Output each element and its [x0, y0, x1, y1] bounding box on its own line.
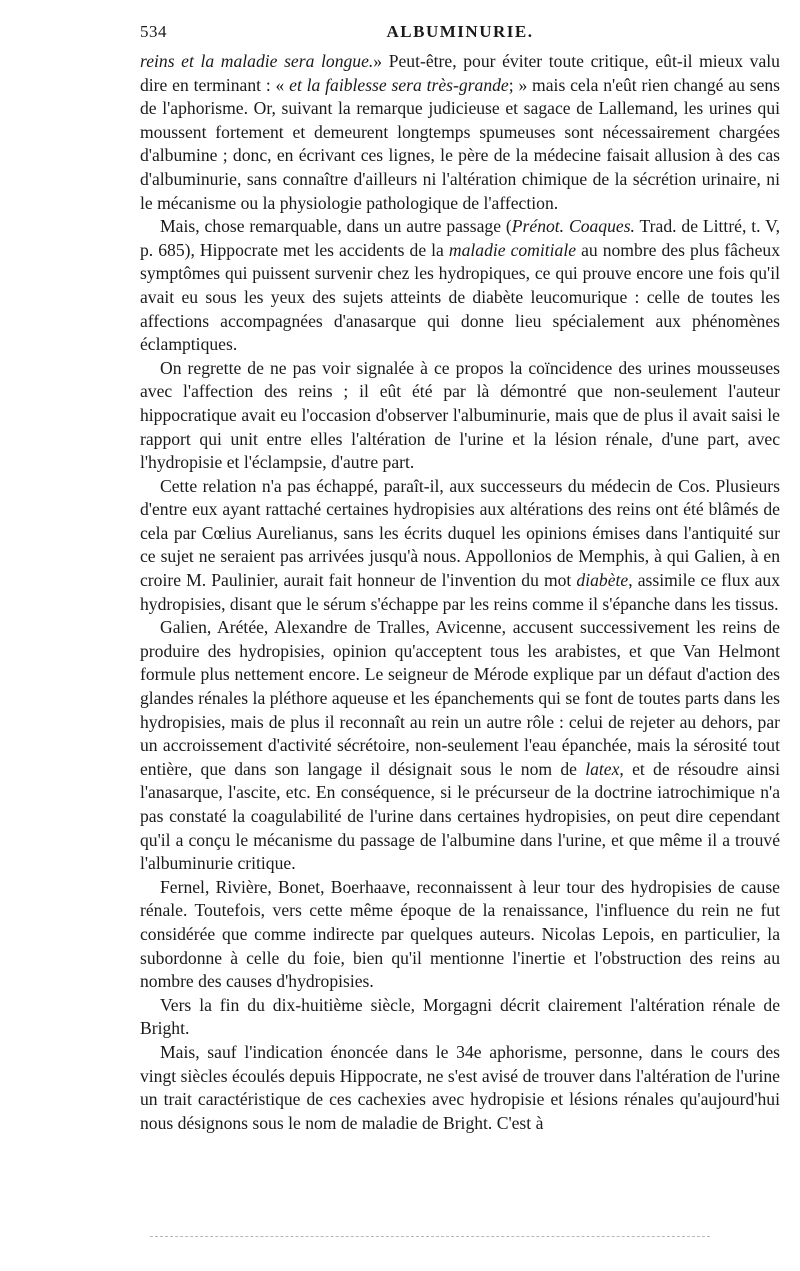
text-run: Galien, Arétée, Alexandre de Tralles, Avicenne, accusent successivement les reins de produire des hydropisies, opinion qu'acceptent tous les arabistes, et que Van Helmont formule plus nettement encore. Le seigneur de Mérode explique par un défaut d'action des glandes rénales la pléthore aqueuse et les épanchements qui se font de toutes parts dans les hydropisies, mais de plus il reconnaît au rein un autre rôle : celui de rejeter au dehors, par un accroissement d'activité sécrétoire, non-seulement l'eau épanchée, mais la sérosité tout entière, que dans son langage il désignait sous le nom de [140, 617, 780, 779]
paragraph [140, 475, 780, 617]
paragraph [140, 994, 780, 1041]
text-run: Cette relation n'a pas échappé, paraît-il, aux successeurs du médecin de Cos. Plusieurs d'entre eux ayant rattaché certaines hydropisies aux altérations des reins ont été blâmés de cela par Cœlius Aurelianus, sans les écrits duquel les opinions émises dans l'antiquité sur ce sujet ne seraient pas arrivées jusqu'à nous. Appollonios de Memphis, à qui Galien, à en croire M. Paulinier, aurait fait honneur de l'invention du mot [140, 475, 780, 591]
text-run: Mais, chose remarquable, dans un autre passage ( [160, 216, 512, 237]
paragraph [140, 1041, 780, 1135]
text-run: au nombre des plus fâcheux symptômes qui puissent survenir chez les hydropiques, ce qui prouve encore une fois qu'il avait eu sous les yeux des sujets atteints de diabète leucomurique : celle de toutes les affections accompagnées d'anasarque qui donne lieu spécialement aux phénomènes éclamptiques. [140, 239, 780, 355]
text-run: Vers la fin du dix-huitième siècle, Morgagni décrit clairement l'altération rénale de Bright. [140, 994, 780, 1039]
page-header [140, 22, 780, 46]
paragraph [140, 50, 780, 215]
italic-text: reins et la maladie sera longue. [140, 51, 374, 71]
paragraph [140, 215, 780, 357]
text-run: , assimile ce flux aux hydropisies, disant que le sérum s'échappe par les reins comme il s'épanche dans les tissus. [140, 570, 781, 614]
text-run: Trad. de Littré, t. V, p. 685), Hippocrate met les accidents de la [140, 216, 780, 260]
footer-rule [150, 1236, 710, 1237]
text-run: » Peut-être, pour éviter toute critique, eût-il mieux valu dire en terminant : « [140, 51, 780, 95]
text-run: , et de résoudre ainsi l'anasarque, l'ascite, etc. En conséquence, si le précurseur de la doctrine iatrochimique n'a pas constaté la coagulabilité de l'urine dans certaines hydropisies, on peut dire cependant qu'il a conçu le mécanisme du passage de l'albumine dans l'urine, et que même il a trouvé l'albuminurie critique. [140, 758, 780, 874]
italic-text: Prénot. Coaques. [511, 216, 635, 237]
italic-text: maladie comitiale [448, 239, 577, 260]
running-head: ALBUMINURIE. [386, 22, 534, 41]
page-number: 534 [140, 22, 167, 41]
text-run: On regrette de ne pas voir signalée à ce propos la coïncidence des urines mousseuses avec l'affection des reins ; il eût été par là démontré que non-seulement l'auteur hippocratique avait eu l'occasion d'observer l'albuminurie, mais que de plus il avait saisi le rapport qui unit entre elles l'altération de l'urine et la lésion rénale, d'une part, avec l'hydropisie et l'éclampsie, d'autre part. [140, 357, 780, 473]
paragraph [140, 616, 780, 876]
text-run: Fernel, Rivière, Bonet, Boerhaave, reconnaissent à leur tour des hydropisies de cause rénale. Toutefois, vers cette même époque de la renaissance, l'influence du rein ne fut considérée que comme indirecte par quelques auteurs. Nicolas Lepois, en particulier, la subordonne à celle du foie, bien qu'il mentionne l'inertie et l'obstruction des reins au nombre des causes d'hydropisies. [140, 876, 780, 992]
italic-text: latex [585, 758, 620, 779]
text-run: Mais, sauf l'indication énoncée dans le 34e aphorisme, personne, dans le cours des vingt siècles écoulés depuis Hippocrate, ne s'est avisé de trouver dans l'altération de l'urine un trait caractéristique de ces cachexies avec hydropisie et lésions rénales qu'aujourd'hui nous désignons sous le nom de maladie de Bright. C'est à [140, 1041, 780, 1133]
italic-text: diabète [576, 570, 629, 591]
body-text [140, 50, 780, 1135]
paragraph [140, 876, 780, 994]
text-run: ; » mais cela n'eût rien changé au sens de l'aphorisme. Or, suivant la remarque judicieuse et sagace de Lallemand, les urines qui moussent fortement et demeurent longtemps spumeuses sont nécessairement chargées d'albumine ; donc, en écrivant ces lignes, le père de la médecine faisait allusion à des cas d'albuminurie, sans connaître d'ailleurs ni l'altération chimique de la sécrétion urinaire, ni le mécanisme ou la physiologie pathologique de l'affection. [140, 74, 781, 213]
italic-text: et la faiblesse sera très-grande [289, 74, 509, 95]
paragraph [140, 357, 780, 475]
